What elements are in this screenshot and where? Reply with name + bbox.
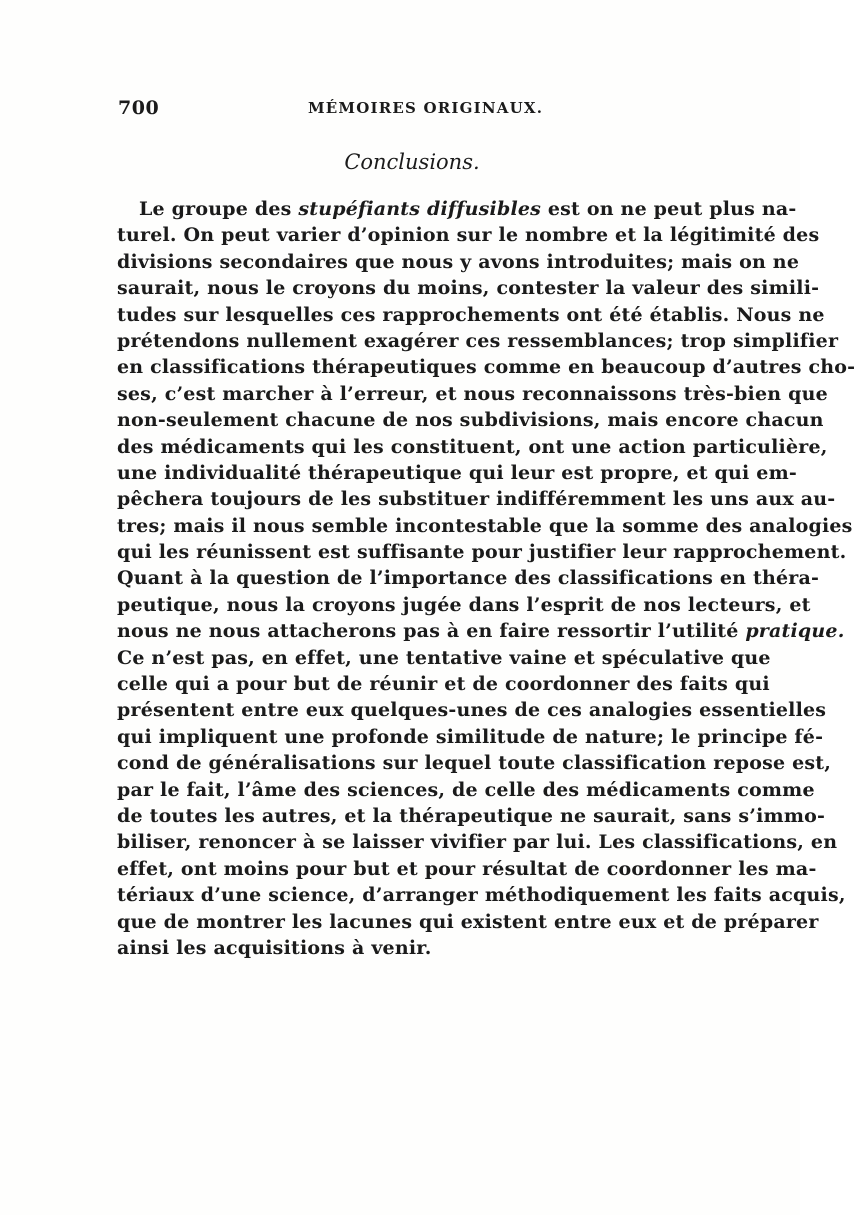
text-line: divisions secondaires que nous y avons introduites; mais on ne — [117, 250, 800, 273]
text-line: effet, ont moins pour but et pour résultat de coordonner les ma- — [117, 857, 817, 880]
text-line: prétendons nullement exagérer ces ressemblances; trop simplifier — [117, 329, 839, 352]
text-line: turel. On peut varier d’opinion sur le nombre et la légitimité des — [117, 224, 820, 247]
text-segment: est on ne peut plus na- — [541, 198, 797, 220]
section-title: Conclusions. — [344, 150, 480, 174]
text-segment: Le groupe des — [139, 198, 299, 220]
text-line: celle qui a pour but de réunir et de coordonner des faits qui — [117, 673, 770, 696]
text-line: biliser, renoncer à se laisser vivifier par lui. Les classifications, en — [117, 831, 838, 854]
text-line: qui les réunissent est suffisante pour justifier leur rapprochement. — [117, 541, 847, 564]
text-line: qui impliquent une profonde similitude de nature; le principe fé- — [117, 725, 824, 748]
text-line: ainsi les acquisitions à venir. — [117, 936, 432, 959]
text-line: cond de généralisations sur lequel toute classification repose est, — [117, 752, 832, 775]
text-line: de toutes les autres, et la thérapeutique ne saurait, sans s’immo- — [117, 804, 826, 827]
text-line: tres; mais il nous semble incontestable que la somme des analogies — [117, 514, 853, 537]
text-line: par le fait, l’âme des sciences, de celle des médicaments comme — [117, 778, 815, 801]
emphasis-text: stupéfiants diffusibles — [298, 198, 542, 220]
text-line: présentent entre eux quelques-unes de ces analogies essentielles — [117, 699, 827, 722]
text-segment: nous ne nous attacherons pas à en faire ressortir l’utilité — [117, 620, 746, 643]
emphasis-text: pratique. — [745, 620, 845, 643]
text-line: pêchera toujours de les substituer indifféremment les uns aux au- — [117, 488, 836, 511]
running-head — [118, 97, 688, 127]
text-line: des médicaments qui les constituent, ont une action particulière, — [117, 435, 828, 458]
page-number: 700 — [118, 97, 160, 119]
body-paragraph — [117, 196, 855, 961]
text-line: tudes sur lesquelles ces rapprochements ont été établis. Nous ne — [117, 303, 825, 326]
text-line: une individualité thérapeutique qui leur est propre, et qui em- — [117, 461, 797, 484]
text-line: Ce n’est pas, en effet, une tentative vaine et spéculative que — [117, 646, 771, 669]
running-head-title: MÉMOIRES ORIGINAUX. — [308, 99, 544, 117]
text-line: peutique, nous la croyons jugée dans l’esprit de nos lecteurs, et — [117, 593, 811, 616]
text-line: ses, c’est marcher à l’erreur, et nous reconnaissons très-bien que — [117, 382, 828, 405]
text-line: en classifications thérapeutiques comme en beaucoup d’autres cho- — [117, 356, 855, 379]
text-line: saurait, nous le croyons du moins, contester la valeur des simili- — [117, 277, 820, 300]
text-line — [117, 618, 845, 644]
text-line: Quant à la question de l’importance des classifications en théra- — [117, 567, 820, 590]
text-line: tériaux d’une science, d’arranger méthodiquement les faits acquis, — [117, 884, 846, 907]
text-line: que de montrer les lacunes qui existent entre eux et de préparer — [117, 910, 819, 933]
text-line — [117, 196, 797, 222]
text-line: non-seulement chacune de nos subdivisions, mais encore chacun — [117, 409, 824, 432]
